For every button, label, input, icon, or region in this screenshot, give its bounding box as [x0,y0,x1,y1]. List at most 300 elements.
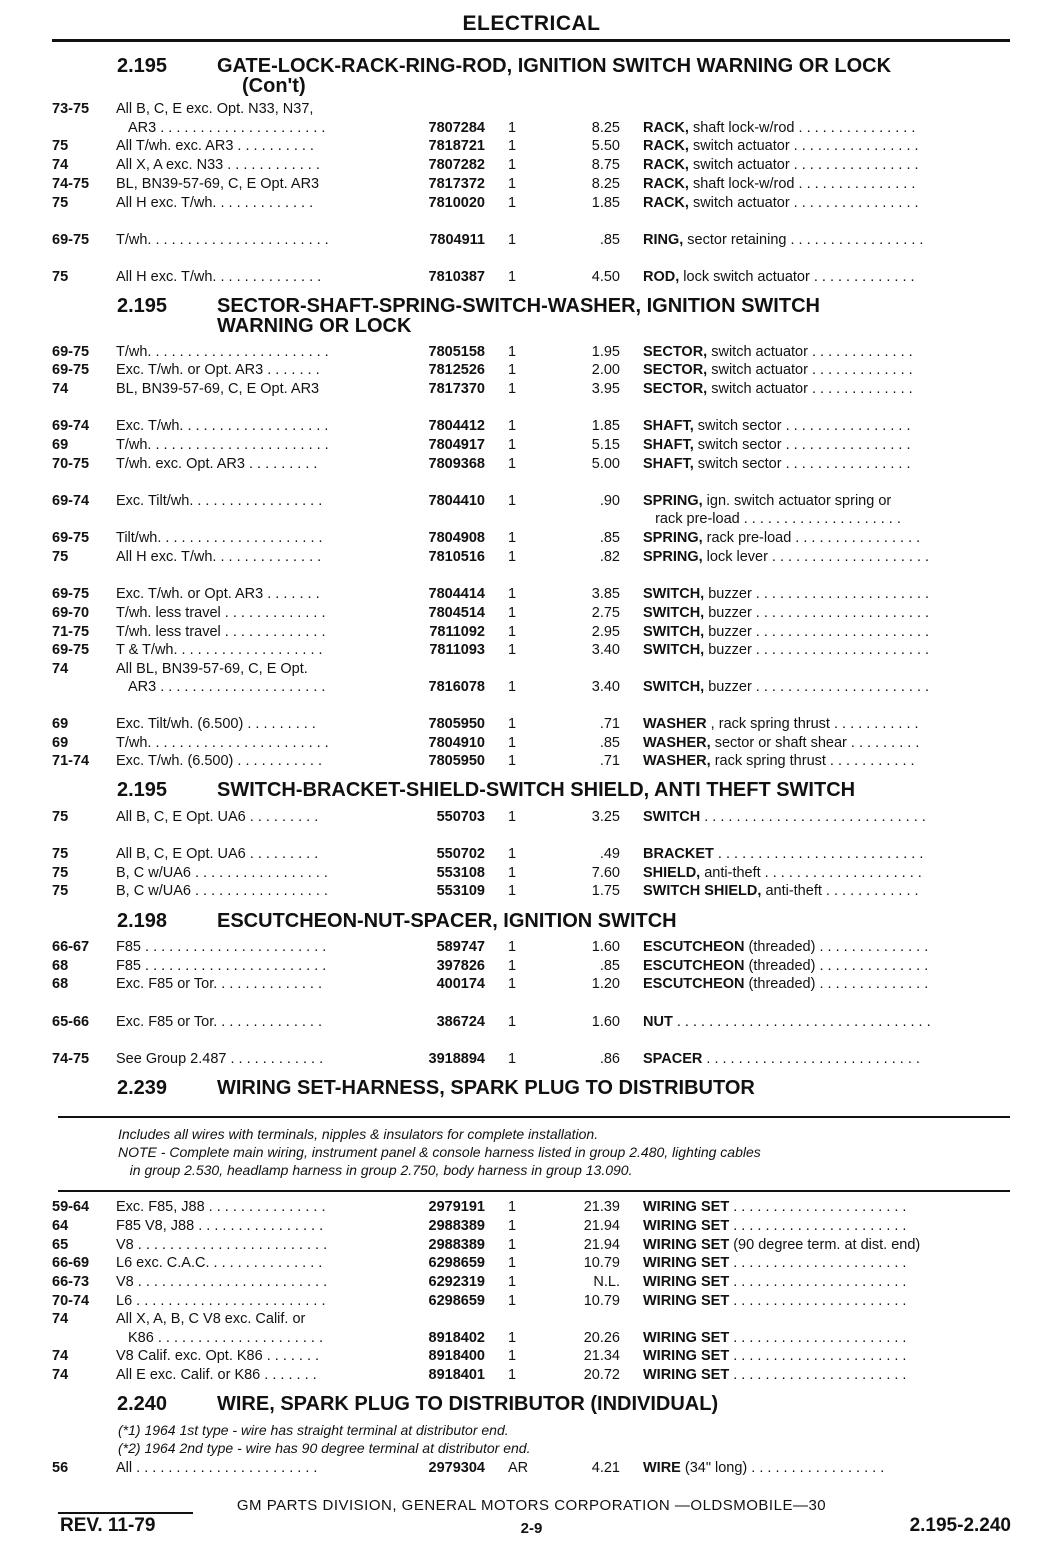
price: 10.79 [583,1255,620,1271]
part-row [0,268,1063,287]
quantity: 1 [508,549,517,565]
model-years: 75 [52,846,69,862]
model-application: B, C w/UA6 . . . . . . . . . . . . . . . . . [116,883,328,899]
part-detail: . . . . . . . . . . . . . . . . . . . . . . . . . . . . . . . . [672,1014,931,1030]
part-name: RACK, [643,120,689,136]
part-detail: buzzer . . . . . . . . . . . . . . . . . . . . . . [704,605,930,621]
part-detail: rack pre-load . . . . . . . . . . . . . . . . [702,530,921,546]
part-description [643,510,1013,529]
model-years: 56 [52,1460,69,1476]
model-years: 74 [52,157,69,173]
part-detail: (threaded) . . . . . . . . . . . . . . [744,958,929,974]
part-description [643,1329,1013,1348]
part-row [0,585,1063,604]
part-number: 7812526 [428,362,485,378]
model-years: 69-75 [52,642,90,658]
quantity: 1 [508,753,517,769]
part-description [643,975,1013,994]
price: 3.40 [591,679,620,695]
price: 4.50 [591,269,620,285]
quantity: 1 [508,1237,517,1253]
part-description [643,882,1013,901]
part-row [0,1292,1063,1311]
revision-label: REV. 11-79 [60,1515,156,1536]
part-number: 7809368 [428,456,485,472]
quantity: 1 [508,883,517,899]
quantity: 1 [508,735,517,751]
part-name: SWITCH SHIELD, [643,883,762,899]
wire-note-1: (*1) 1964 1st type - wire has straight terminal at distributor end. [118,1422,509,1438]
part-name: WIRING SET [643,1330,730,1346]
price: 8.25 [591,176,620,192]
part-description [643,268,1013,287]
model-application: All B, C, E exc. Opt. N33, N37, [116,101,314,117]
part-name: RACK, [643,195,689,211]
model-application: All X, A, B, C V8 exc. Calif. or [116,1311,306,1327]
part-detail: buzzer . . . . . . . . . . . . . . . . . . . . . . [704,679,930,695]
part-row [0,175,1063,194]
part-name: ESCUTCHEON [643,976,745,992]
part-number: 7804412 [428,418,485,434]
price: .49 [599,846,620,862]
price: 8.25 [591,120,620,136]
price: .85 [599,232,620,248]
part-description [643,119,1013,138]
part-description [643,137,1013,156]
part-number: 7805950 [428,716,485,732]
part-detail: switch actuator . . . . . . . . . . . . . [707,344,913,360]
part-name: WIRING SET [643,1199,730,1215]
quantity: 1 [508,176,517,192]
part-number: 3918894 [428,1051,485,1067]
part-row [0,361,1063,380]
part-detail: sector or shaft shear . . . . . . . . . [710,735,920,751]
quantity: 1 [508,157,517,173]
model-application: BL, BN39-57-69, C, E Opt. AR3 [116,381,320,397]
price: 3.95 [591,381,620,397]
part-detail: . . . . . . . . . . . . . . . . . . . . . . . . . . . [702,1051,920,1067]
part-name: SWITCH, [643,586,705,602]
part-row [0,1366,1063,1385]
model-application: V8 . . . . . . . . . . . . . . . . . . . . . . . . [116,1237,328,1253]
section-number: 2.195 [117,295,168,317]
part-row [0,1459,1063,1478]
part-number: 7804514 [428,605,485,621]
part-name: WASHER, [643,735,711,751]
part-name: SPRING, [643,549,703,565]
section-title: GATE-LOCK-RACK-RING-ROD, IGNITION SWITCH WARNING OR LOCK [217,55,892,77]
part-detail: lock switch actuator . . . . . . . . . . . . . [679,269,915,285]
part-number: 8918400 [428,1348,485,1364]
part-row [0,957,1063,976]
model-application: Tilt/wh. . . . . . . . . . . . . . . . . . . . . [116,530,323,546]
part-number: 553108 [436,865,485,881]
model-application: T/wh. . . . . . . . . . . . . . . . . . . . . . . [116,232,329,248]
part-number: 7817372 [428,176,485,192]
part-description [643,623,1013,642]
model-application: Exc. T/wh. (6.500) . . . . . . . . . . . [116,753,323,769]
part-detail: . . . . . . . . . . . . . . . . . . . . . . [729,1199,907,1215]
part-row [0,436,1063,455]
part-description [643,231,1013,250]
model-years: 68 [52,958,69,974]
part-detail: switch actuator . . . . . . . . . . . . . [707,381,913,397]
price: .86 [599,1051,620,1067]
part-detail: rack spring thrust . . . . . . . . . . . [710,753,915,769]
section-title: SECTOR-SHAFT-SPRING-SWITCH-WASHER, IGNITION SWITCH [217,295,820,317]
part-detail: . . . . . . . . . . . . . . . . . . . . . . [729,1255,907,1271]
part-row [0,715,1063,734]
part-number: 2979304 [428,1460,485,1476]
page-number: 2-9 [520,1520,543,1537]
wire-note-2: (*2) 1964 2nd type - wire has 90 degree terminal at distributor end. [118,1440,531,1456]
section-title: ESCUTCHEON-NUT-SPACER, IGNITION SWITCH [217,910,677,932]
part-detail: , rack spring thrust . . . . . . . . . . . [706,716,919,732]
part-number: 550703 [436,809,485,825]
part-row [0,100,1063,119]
model-application: T & T/wh. . . . . . . . . . . . . . . . . . . [116,642,323,658]
part-row [0,492,1063,511]
model-application: All . . . . . . . . . . . . . . . . . . . . . . . [116,1460,318,1476]
price: 2.75 [591,605,620,621]
part-row [0,137,1063,156]
part-number: 7818721 [428,138,485,154]
quantity: 1 [508,362,517,378]
quantity: 1 [508,624,517,640]
part-row [0,417,1063,436]
model-years: 75 [52,549,69,565]
part-row [0,641,1063,660]
part-description [643,175,1013,194]
part-description [643,715,1013,734]
part-detail: rack pre-load . . . . . . . . . . . . . . . . . . . . [643,511,901,527]
part-name: SHAFT, [643,418,694,434]
part-description [643,752,1013,771]
model-application: T/wh. exc. Opt. AR3 . . . . . . . . . [116,456,318,472]
part-row [0,660,1063,679]
model-application: All B, C, E Opt. UA6 . . . . . . . . . [116,846,319,862]
part-row [0,156,1063,175]
part-name: SPRING, [643,530,703,546]
quantity: 1 [508,716,517,732]
model-application: Exc. T/wh. or Opt. AR3 . . . . . . . [116,362,320,378]
quantity: 1 [508,976,517,992]
section-number: 2.240 [117,1393,168,1415]
part-number: 7805950 [428,753,485,769]
model-years: 69-75 [52,530,90,546]
part-number: 2979191 [428,1199,485,1215]
part-description [643,1013,1013,1032]
model-years: 69-70 [52,605,90,621]
wiring-set-note-2: NOTE - Complete main wiring, instrument panel & console harness listed in group 2.480, lighting cables [118,1144,761,1160]
price: 20.72 [583,1367,620,1383]
quantity: 1 [508,679,517,695]
model-years: 69-75 [52,362,90,378]
part-number: 6292319 [428,1274,485,1290]
model-application: See Group 2.487 . . . . . . . . . . . . [116,1051,324,1067]
part-number: 7811093 [429,642,485,658]
model-years: 68 [52,976,69,992]
quantity: 1 [508,138,517,154]
model-years: 75 [52,865,69,881]
model-years: 69-75 [52,232,90,248]
part-number: 553109 [436,883,485,899]
model-years: 75 [52,883,69,899]
part-description [643,604,1013,623]
part-description [643,1217,1013,1236]
model-years: 74 [52,1348,69,1364]
price: 20.26 [583,1330,620,1346]
part-detail: buzzer . . . . . . . . . . . . . . . . . . . . . . [704,586,930,602]
model-years: 75 [52,809,69,825]
model-years: 74 [52,1367,69,1383]
part-name: WIRING SET [643,1274,730,1290]
part-name: WIRING SET [643,1237,730,1253]
model-application: L6 exc. C.A.C. . . . . . . . . . . . . . . [116,1255,323,1271]
part-name: SHAFT, [643,456,694,472]
quantity: 1 [508,1014,517,1030]
quantity: AR [508,1460,529,1476]
model-application: All T/wh. exc. AR3 . . . . . . . . . . [116,138,314,154]
part-detail: . . . . . . . . . . . . . . . . . . . . . . . . . . [713,846,924,862]
part-description [643,845,1013,864]
part-name: ESCUTCHEON [643,958,745,974]
section-number: 2.195 [117,55,168,77]
price: N.L. [593,1274,620,1290]
part-description [643,1236,1013,1255]
part-description [643,361,1013,380]
model-years: 69-74 [52,493,90,509]
page-title: ELECTRICAL [462,12,601,35]
part-number: 7804917 [428,437,485,453]
part-detail: (threaded) . . . . . . . . . . . . . . [744,976,929,992]
part-description [643,1050,1013,1069]
price: 10.79 [583,1293,620,1309]
model-years: 70-75 [52,456,90,472]
part-description [643,455,1013,474]
part-detail: . . . . . . . . . . . . . . . . . . . . . . [729,1330,907,1346]
part-row [0,734,1063,753]
part-description [643,957,1013,976]
price: 3.40 [591,642,620,658]
price: 21.39 [583,1199,620,1215]
part-number: 7804908 [428,530,485,546]
price: .71 [599,753,620,769]
part-description [643,1347,1013,1366]
model-application: AR3 . . . . . . . . . . . . . . . . . . . . . [128,679,326,695]
part-row [0,231,1063,250]
price: .82 [599,549,620,565]
part-detail: ign. switch actuator spring or [702,493,892,509]
model-years: 69 [52,735,69,751]
price: 7.60 [591,865,620,881]
model-years: 71-75 [52,624,90,640]
model-application: Exc. T/wh. . . . . . . . . . . . . . . . . . . [116,418,329,434]
model-years: 75 [52,269,69,285]
part-detail: buzzer . . . . . . . . . . . . . . . . . . . . . . [704,624,930,640]
part-number: 7810516 [428,549,485,565]
part-description [643,1198,1013,1217]
model-years: 71-74 [52,753,90,769]
part-name: ESCUTCHEON [643,939,745,955]
part-row [0,623,1063,642]
quantity: 1 [508,809,517,825]
price: 2.00 [591,362,620,378]
part-row [0,194,1063,213]
model-years: 74 [52,1311,69,1327]
part-name: SWITCH [643,809,701,825]
part-row [0,1217,1063,1236]
group-range: 2.195-2.240 [909,1515,1011,1536]
part-description [643,380,1013,399]
part-row [0,529,1063,548]
part-row [0,119,1063,138]
part-detail: . . . . . . . . . . . . . . . . . . . . . . [729,1293,907,1309]
price: 1.95 [591,344,620,360]
part-number: 7804910 [428,735,485,751]
part-row [0,1050,1063,1069]
quantity: 1 [508,120,517,136]
model-application: Exc. F85 or Tor. . . . . . . . . . . . . . [116,1014,323,1030]
part-row [0,455,1063,474]
price: 5.15 [591,437,620,453]
price: 1.60 [591,1014,620,1030]
part-description [643,156,1013,175]
part-detail: lock lever . . . . . . . . . . . . . . . . . . . . [702,549,930,565]
wiring-set-note-1: Includes all wires with terminals, nipples & insulators for complete installation. [118,1126,599,1142]
part-description [643,864,1013,883]
section-number: 2.239 [117,1077,168,1099]
part-detail: switch actuator . . . . . . . . . . . . . [707,362,913,378]
part-row [0,1254,1063,1273]
part-number: 2988389 [428,1218,485,1234]
quantity: 1 [508,232,517,248]
quantity: 1 [508,381,517,397]
section-title-continued: (Con't) [242,75,306,97]
price: 21.34 [583,1348,620,1364]
part-description [643,548,1013,567]
model-application: Exc. F85, J88 . . . . . . . . . . . . . . . [116,1199,326,1215]
model-years: 69-75 [52,586,90,602]
quantity: 1 [508,269,517,285]
part-detail: switch actuator . . . . . . . . . . . . . . . . [688,195,919,211]
part-number: 7817370 [428,381,485,397]
part-number: 7810387 [428,269,485,285]
part-description [643,938,1013,957]
part-number: 397826 [436,958,485,974]
part-name: SHIELD, [643,865,701,881]
note-rule-top [58,1116,1010,1118]
part-name: SWITCH, [643,642,705,658]
part-row [0,975,1063,994]
section-title: WIRING SET-HARNESS, SPARK PLUG TO DISTRIBUTOR [217,1077,755,1099]
model-application: T/wh. less travel . . . . . . . . . . . . . [116,624,326,640]
part-name: WIRING SET [643,1348,730,1364]
model-years: 74-75 [52,1051,90,1067]
price: 1.85 [591,418,620,434]
part-detail: switch actuator . . . . . . . . . . . . . . . . [688,157,919,173]
part-number: 7811092 [429,624,485,640]
part-row [0,1198,1063,1217]
part-detail: anti-theft . . . . . . . . . . . . [761,883,919,899]
part-detail: anti-theft . . . . . . . . . . . . . . . . . . . . [700,865,922,881]
price: 3.85 [591,586,620,602]
quantity: 1 [508,1293,517,1309]
model-application: K86 . . . . . . . . . . . . . . . . . . . . . [128,1330,323,1346]
part-name: SECTOR, [643,381,708,397]
part-description [643,194,1013,213]
model-application: All H exc. T/wh. . . . . . . . . . . . . [116,195,314,211]
part-description [643,641,1013,660]
model-application: All E exc. Calif. or K86 . . . . . . . [116,1367,317,1383]
part-description [643,343,1013,362]
part-name: BRACKET [643,846,714,862]
part-row [0,548,1063,567]
model-application: Exc. Tilt/wh. (6.500) . . . . . . . . . [116,716,316,732]
part-number: 7804414 [428,586,485,602]
quantity: 1 [508,493,517,509]
part-detail: shaft lock-w/rod . . . . . . . . . . . . . . . [688,176,916,192]
model-years: 75 [52,138,69,154]
quantity: 1 [508,1330,517,1346]
quantity: 1 [508,865,517,881]
price: 1.75 [591,883,620,899]
part-detail: (34" long) . . . . . . . . . . . . . . . . . [680,1460,885,1476]
part-name: RACK, [643,138,689,154]
quantity: 1 [508,1199,517,1215]
part-row [0,678,1063,697]
part-row [0,1310,1063,1329]
part-number: 550702 [436,846,485,862]
part-row [0,1347,1063,1366]
model-application: Exc. F85 or Tor. . . . . . . . . . . . . . [116,976,323,992]
price: .71 [599,716,620,732]
model-application: L6 . . . . . . . . . . . . . . . . . . . . . . . . [116,1293,326,1309]
part-detail: . . . . . . . . . . . . . . . . . . . . . . . . . . . . [700,809,926,825]
model-application: T/wh. . . . . . . . . . . . . . . . . . . . . . . [116,344,329,360]
part-name: SHAFT, [643,437,694,453]
section-number: 2.195 [117,779,168,801]
section-number: 2.198 [117,910,168,932]
part-name: WIRE [643,1460,681,1476]
model-years: 73-75 [52,101,90,117]
model-years: 59-64 [52,1199,90,1215]
part-row [0,1236,1063,1255]
part-number: 7804410 [428,493,485,509]
part-detail: sector retaining . . . . . . . . . . . . . . . . . [683,232,924,248]
part-detail: switch sector . . . . . . . . . . . . . . . . [693,418,911,434]
part-row [0,380,1063,399]
part-number: 589747 [436,939,485,955]
quantity: 1 [508,195,517,211]
part-description [643,417,1013,436]
model-years: 69-74 [52,418,90,434]
quantity: 1 [508,418,517,434]
part-name: WASHER, [643,753,711,769]
part-detail: . . . . . . . . . . . . . . . . . . . . . . [729,1348,907,1364]
model-application: V8 . . . . . . . . . . . . . . . . . . . . . . . . [116,1274,328,1290]
part-detail: switch sector . . . . . . . . . . . . . . . . [693,456,911,472]
price: .85 [599,735,620,751]
part-detail: shaft lock-w/rod . . . . . . . . . . . . . . . [688,120,916,136]
model-application: T/wh. . . . . . . . . . . . . . . . . . . . . . . [116,735,329,751]
model-years: 65-66 [52,1014,90,1030]
model-application: All X, A exc. N33 . . . . . . . . . . . . [116,157,320,173]
model-application: Exc. Tilt/wh. . . . . . . . . . . . . . . . . [116,493,323,509]
part-row [0,343,1063,362]
header-rule [52,39,1010,42]
part-description [643,1273,1013,1292]
